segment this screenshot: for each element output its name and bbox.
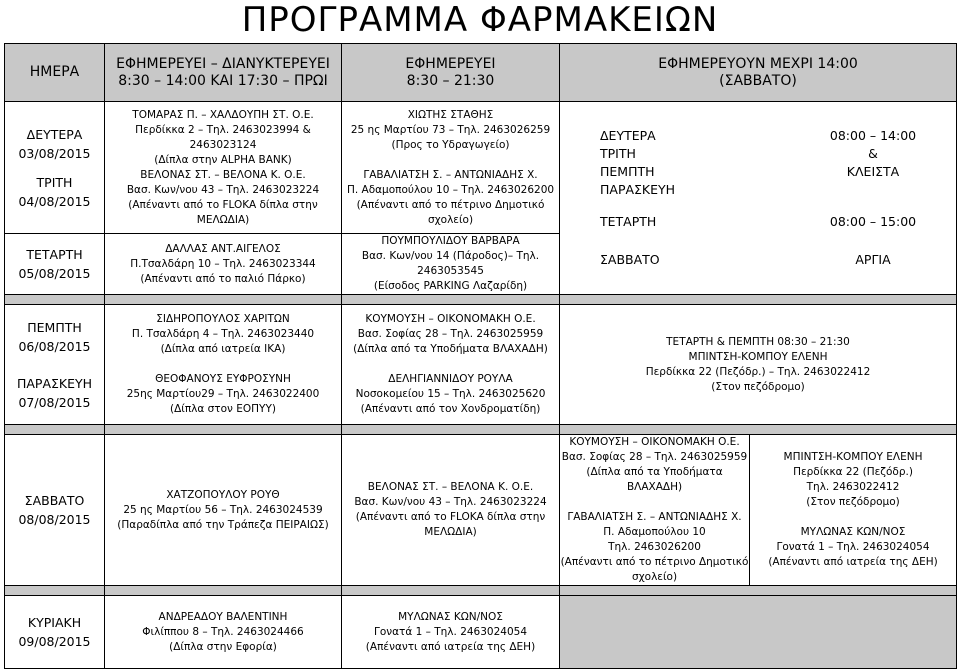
text-line: 25 ης Μαρτίου 56 – Τηλ. 2463024539: [123, 503, 323, 516]
text-line: (Δίπλα στον ΕΟΠΥΥ): [170, 403, 276, 415]
c3-sun-empty: [560, 596, 957, 669]
c2-wed: [342, 234, 560, 295]
header-col2: ΕΦΗΜΕΡΕΥΕΙ 8:30 – 21:30: [342, 44, 560, 102]
text-line: ΔΕΛΗΓΙΑΝΝΙΔΟΥ ΡΟΥΛΑ: [388, 373, 513, 385]
day-cell-thu-fri: ΠΕΜΠΤΗ 06/08/2015 ΠΑΡΑΣΚΕΥΗ 07/08/2015: [5, 305, 105, 425]
c3-sat-right: [750, 435, 957, 586]
text-line: (Δίπλα στην Εφορία): [169, 640, 277, 653]
text-line: (Στον πεζόδρομο): [711, 380, 805, 393]
text-line: ΜΥΛΩΝΑΣ ΚΩΝ/ΝΟΣ: [800, 526, 906, 538]
text-line: Γονατά 1 – Τηλ. 2463024054: [373, 625, 527, 638]
spacer-row: [5, 295, 957, 305]
text-line: Γονατά 1 – Τηλ. 2463024054: [776, 541, 930, 553]
text-line: ΣΙΔΗΡΟΠΟΥΛΟΣ ΧΑΡΙΤΩΝ: [156, 313, 290, 325]
text-line: [105, 357, 341, 372]
text-line: ΤΕΤΑΡΤΗ & ΠΕΜΠΤΗ 08:30 – 21:30: [666, 335, 850, 348]
text-line: ΧΙΩΤΗΣ ΣΤΑΘΗΣ: [407, 108, 494, 121]
row-sat: [5, 435, 957, 586]
day-cell-sat: ΣΑΒΒΑΤΟ 08/08/2015: [5, 435, 105, 586]
day-cell-sun: ΚΥΡΙΑΚΗ 09/08/2015: [5, 596, 105, 669]
text-line: ΜΠΙΝΤΣΗ-ΚΟΜΠΟΥ ΕΛΕΝΗ: [783, 451, 923, 463]
text-line: Π. Αδαμοπούλου 10 – Τηλ. 2463026200: [346, 183, 555, 196]
text-line: (Απέναντι από το πέτρινο Δημοτικό σχολείο): [356, 198, 545, 226]
text-line: Π.Τσαλδάρη 10 – Τηλ. 2463023344: [130, 257, 316, 270]
text-line: (Στον πεζόδρομο): [806, 496, 900, 508]
text-line: (Απέναντι από το FLOKA δίπλα στην: [128, 198, 318, 211]
text-line: (Απέναντι από το πέτρινο Δημοτικό: [560, 556, 749, 568]
c1-sat: [105, 435, 342, 586]
text-line: Βασ. Κων/νου 14 (Πάροδος)– Τηλ. 2463053545: [361, 250, 540, 277]
spacer-row: [5, 586, 957, 596]
c2-sun: [342, 596, 560, 669]
c3-thu-fri: [560, 305, 957, 425]
page-title: ΠΡΟΓΡΑΜΜΑ ΦΑΡΜΑΚΕΙΩΝ: [241, 0, 719, 40]
c1-thu-fri: [105, 305, 342, 425]
header-row: [5, 44, 957, 102]
text-line: ΓΑΒΑΛΙΑΤΣΗ Σ. – ΑΝΤΩΝΙΑΔΗΣ Χ.: [567, 511, 742, 523]
c2-sat: [342, 435, 560, 586]
row-mon-tue: [5, 102, 957, 234]
day-cell-mon-tue: ΔΕΥΤΕΡΑ 03/08/2015 ΤΡΙΤΗ 04/08/2015: [5, 102, 105, 234]
text-line: Περδίκκα 22 (Πεζόδρ.) – Τηλ. 2463022412: [645, 365, 871, 378]
text-line: (Απέναντι από το παλιό Πάρκο): [140, 272, 306, 285]
header-day: ΗΜΕΡΑ: [5, 44, 105, 102]
c1-mon-tue: [105, 102, 342, 234]
text-line: ΧΑΤΖΟΠΟΥΛΟΥ ΡΟΥΘ: [166, 488, 280, 501]
text-line: (Δίπλα στην ALPHA BANK): [154, 153, 292, 166]
pharmacy-schedule-table: [4, 43, 957, 669]
text-line: ΤΟΜΑΡΑΣ Π. – ΧΑΛΔΟΥΠΗ ΣΤ. Ο.Ε.: [132, 108, 314, 121]
c2-mon-tue: [342, 102, 560, 234]
text-line: σχολείο): [631, 571, 678, 583]
text-line: Βασ. Κων/νου 43 – Τηλ. 2463023224: [126, 183, 320, 196]
text-line: Βασ. Σοφίας 28 – Τηλ. 2463025959: [561, 451, 748, 463]
text-line: Νοσοκομείου 15 – Τηλ. 2463025620: [355, 388, 546, 400]
text-line: (Δίπλα από τα Υποδήματα ΒΛΑΧΑΔΗ): [586, 466, 723, 493]
text-line: Περδίκκα 2 – Τηλ. 2463023994 &: [135, 123, 311, 136]
text-line: Βασ. Κων/νου 43 – Τηλ. 2463023224: [354, 496, 547, 508]
text-line: (Δίπλα από ιατρεία ΙΚΑ): [160, 343, 286, 355]
text-line: ΔΑΛΛΑΣ ΑΝΤ.ΑΙΓΕΛΟΣ: [165, 242, 281, 255]
text-line: Περδίκκα 22 (Πεζόδρ.): [793, 466, 913, 478]
row-sun: [5, 596, 957, 669]
text-line: ΓΑΒΑΛΙΑΤΣΗ Σ. – ΑΝΤΩΝΙΑΔΗΣ Χ.: [363, 168, 538, 181]
text-line: Τηλ. 2463026200: [608, 541, 701, 553]
text-line: 2463023124: [189, 138, 257, 151]
text-line: ΜΠΙΝΤΣΗ-ΚΟΜΠΟΥ ΕΛΕΝΗ: [688, 350, 828, 363]
header-col3: ΕΦΗΜΕΡΕΥΟΥΝ ΜΕΧΡΙ 14:00 (ΣΑΒΒΑΤΟ): [560, 44, 957, 102]
text-line: 25ης Μαρτίου29 – Τηλ. 2463022400: [126, 388, 320, 400]
c1-wed: [105, 234, 342, 295]
text-line: Φιλίππου 8 – Τηλ. 2463024466: [142, 625, 304, 638]
text-line: (Δίπλα από τα Υποδήματα ΒΛΑΧΑΔΗ): [353, 343, 548, 355]
text-line: ΘΕΟΦΑΝΟΥΣ ΕΥΦΡΟΣΥΝΗ: [155, 373, 291, 385]
text-line: ΑΝΔΡΕΑΔΟΥ ΒΑΛΕΝΤΙΝΗ: [158, 610, 288, 623]
text-line: [560, 495, 749, 510]
text-line: Π. Τσαλδάρη 4 – Τηλ. 2463023440: [131, 328, 315, 340]
text-line: ΜΥΛΩΝΑΣ ΚΩΝ/ΝΟΣ: [398, 610, 503, 623]
c3-sat-left: [560, 435, 750, 586]
text-line: [342, 153, 559, 168]
text-line: ΜΕΛΩΔΙΑ): [196, 213, 250, 226]
text-line: [342, 357, 559, 372]
text-line: ΚΟΥΜΟΥΣΗ – ΟΙΚΟΝΟΜΑΚΗ Ο.Ε.: [365, 313, 536, 325]
c1-sun: [105, 596, 342, 669]
text-line: ΚΟΥΜΟΥΣΗ – ΟΙΚΟΝΟΜΑΚΗ Ο.Ε.: [569, 436, 740, 448]
text-line: [750, 510, 956, 525]
spacer-row: [5, 425, 957, 435]
text-line: 25 ης Μαρτίου 73 – Τηλ. 2463026259: [350, 123, 551, 136]
text-line: (Προς το Υδραγωγείο): [391, 138, 510, 151]
text-line: (Απέναντι από ιατρεία της ΔΕΗ): [365, 640, 536, 653]
text-line: (Απέναντι από τον Χονδροματίδη): [360, 403, 541, 415]
header-col1: ΕΦΗΜΕΡΕΥΕΙ – ΔΙΑΝΥΚΤΕΡΕΥΕΙ 8:30 – 14:00 ΚΑΙ 17:30 – ΠΡΩΙ: [105, 44, 342, 102]
text-line: (Απέναντι από ιατρεία της ΔΕΗ): [768, 556, 938, 568]
text-line: ΒΕΛΟΝΑΣ ΣΤ. – ΒΕΛΟΝΑ Κ. Ο.Ε.: [140, 168, 306, 181]
text-line: Τηλ. 2463022412: [806, 481, 900, 493]
text-line: Π. Αδαμοπούλου 10: [603, 526, 706, 538]
text-line: (Είσοδος PARKING Λαζαρίδη): [373, 280, 528, 292]
text-line: ΠΟΥΜΠΟΥΛΙΔΟΥ ΒΑΡΒΑΡΑ: [381, 235, 520, 247]
row-thu-fri: [5, 305, 957, 425]
weekday-hours-schedule: ΔΕΥΤΕΡΑ 08:00 – 14:00 ΤΡΙΤΗ & ΠΕΜΠΤΗ ΚΛΕΙΣΤΑ ΠΑΡΑΣΚΕΥΗ ΤΕΤΑΡΤΗ 08:00 – 15:00 ΣΑΒΒΑΤΟ ΑΡΓΙΑ: [600, 128, 917, 267]
text-line: ΒΕΛΟΝΑΣ ΣΤ. – ΒΕΛΟΝΑ Κ. Ο.Ε.: [367, 481, 534, 493]
text-line: (Απέναντι από το FLOKA δίπλα στην ΜΕΛΩΔΙΑ): [355, 511, 546, 538]
text-line: (Παραδίπλα από την Τράπεζα ΠΕΙΡΑΙΩΣ): [117, 518, 329, 531]
text-line: Βασ. Σοφίας 28 – Τηλ. 2463025959: [357, 328, 544, 340]
c2-thu-fri: [342, 305, 560, 425]
c3-weekday-hours: [560, 102, 957, 295]
day-cell-wed: ΤΕΤΑΡΤΗ 05/08/2015: [5, 234, 105, 295]
